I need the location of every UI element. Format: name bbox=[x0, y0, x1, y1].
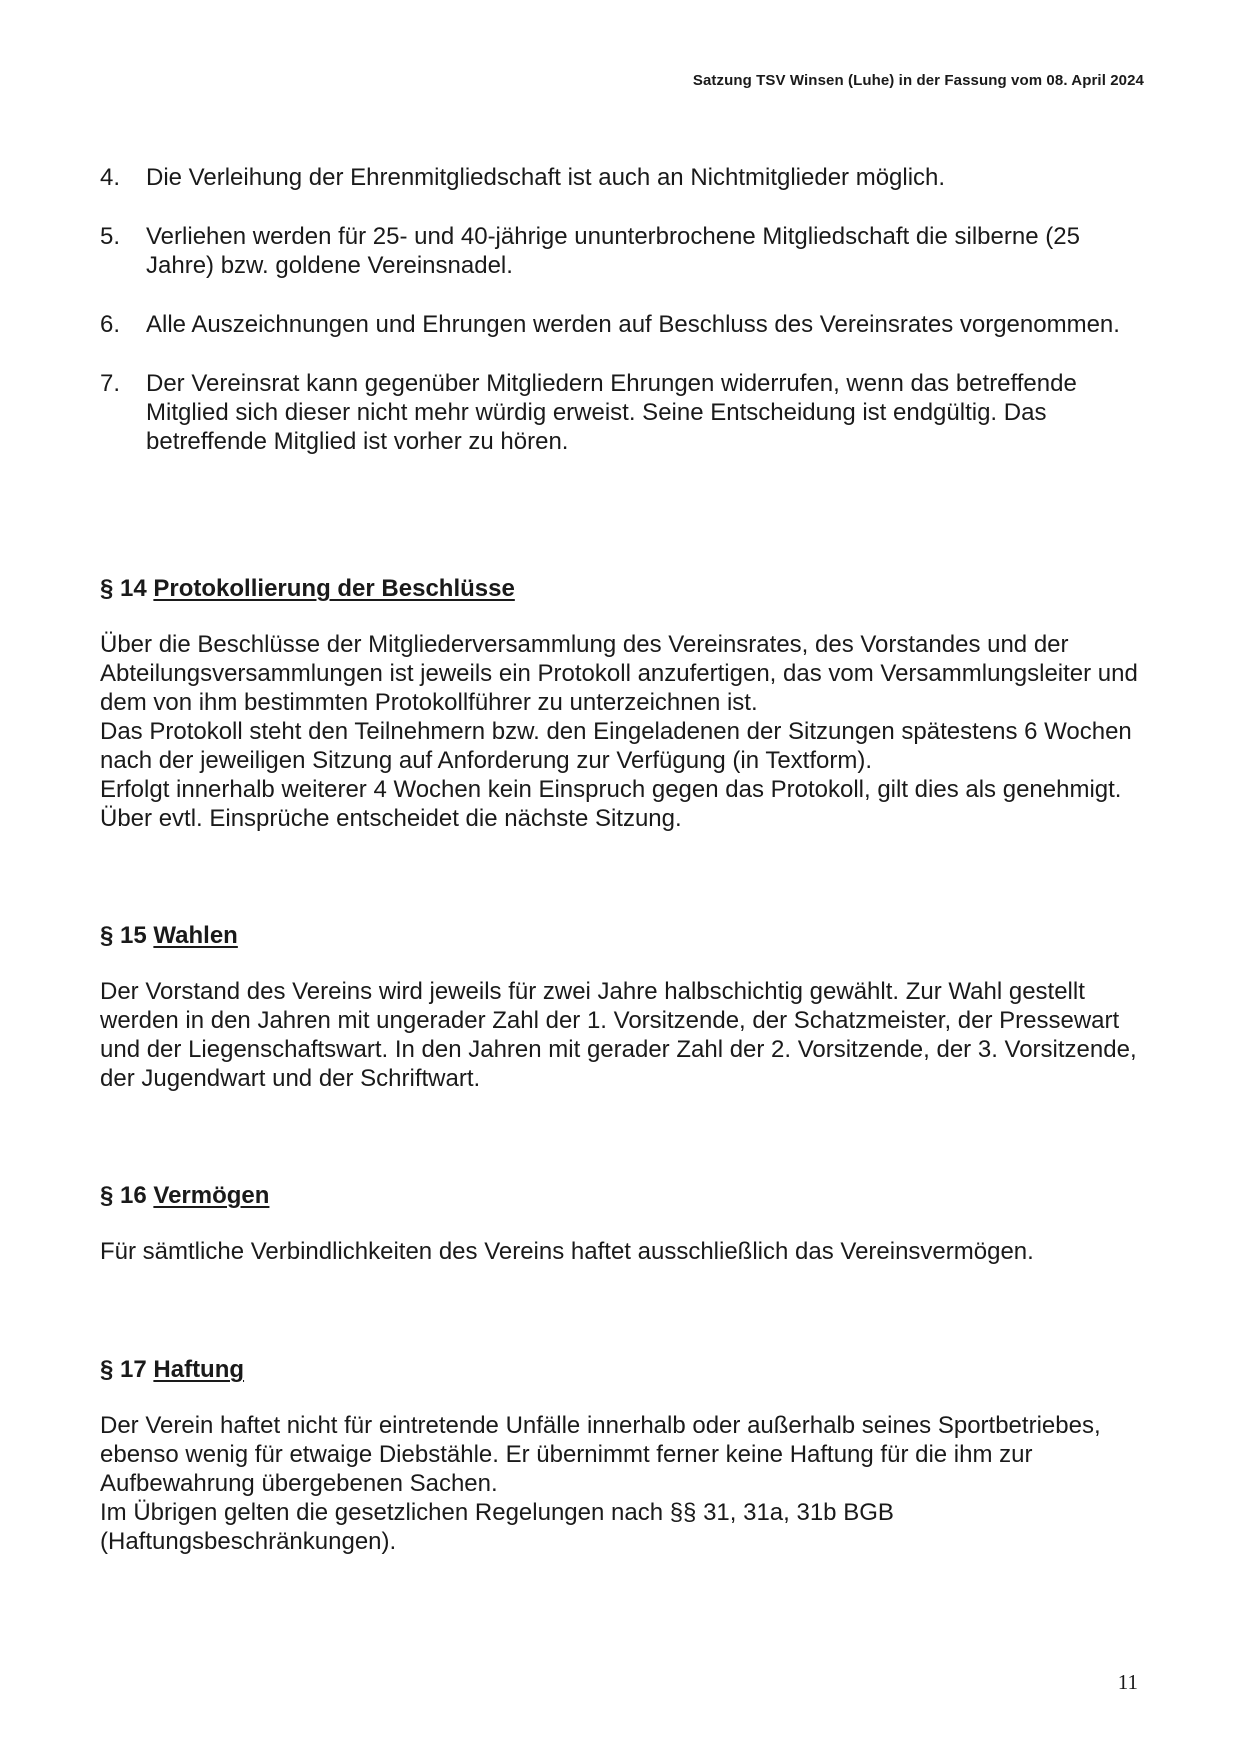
section-number: § 16 bbox=[100, 1182, 154, 1209]
section-15-wahlen bbox=[100, 921, 1145, 1093]
list-item-text: Die Verleihung der Ehrenmitgliedschaft ist auch an Nichtmitglieder möglich. bbox=[146, 164, 946, 191]
list-item bbox=[100, 222, 1140, 280]
section-title: Haftung bbox=[153, 1356, 245, 1383]
section-14-protokollierung bbox=[100, 574, 1145, 833]
list-item-number: 6. bbox=[100, 311, 121, 338]
list-item-text: Verliehen werden für 25- und 40-jährige ununterbrochene Mitgliedschaft die silberne (25 Jahre) bzw. goldene Vereinsnadel. bbox=[146, 223, 1080, 279]
section-paragraph: Im Übrigen gelten die gesetzlichen Regelungen nach §§ 31, 31a, 31b BGB (Haftungsbeschränkungen). bbox=[100, 1499, 894, 1555]
list-item-text: Alle Auszeichnungen und Ehrungen werden auf Beschluss des Vereinsrates vorgenommen. bbox=[146, 311, 1120, 338]
section-17-haftung bbox=[100, 1355, 1145, 1556]
section-title: Vermögen bbox=[153, 1182, 270, 1209]
section-paragraph: Der Verein haftet nicht für eintretende Unfälle innerhalb oder außerhalb seines Sportbetriebes, ebenso wenig für etwaige Diebstähle. Er übernimmt ferner keine Haftung für die ihm zur Aufbewahrung übergebenen Sachen. bbox=[100, 1412, 1101, 1497]
list-item bbox=[100, 163, 1140, 192]
document-header: Satzung TSV Winsen (Luhe) in der Fassung vom 08. April 2024 bbox=[692, 72, 1144, 89]
section-number: § 17 bbox=[100, 1356, 154, 1383]
list-item-number: 4. bbox=[100, 164, 121, 191]
section-heading bbox=[100, 1181, 1145, 1210]
section-paragraph: Das Protokoll steht den Teilnehmern bzw. den Eingeladenen der Sitzungen spätestens 6 Wochen nach der jeweiligen Sitzung auf Anforderung zur Verfügung (in Textform). bbox=[100, 718, 1132, 774]
section-paragraph: Über die Beschlüsse der Mitgliederversammlung des Vereinsrates, des Vorstandes und der Abteilungsversammlungen ist jeweils ein Protokoll anzufertigen, das vom Versammlungsleiter und dem von ihm bestimmten Protokollführer zu unterzeichnen ist. bbox=[100, 631, 1138, 716]
section-heading bbox=[100, 574, 1145, 603]
list-item-number: 7. bbox=[100, 370, 121, 397]
list-item-text: Der Vereinsrat kann gegenüber Mitgliedern Ehrungen widerrufen, wenn das betreffende Mitglied sich dieser nicht mehr würdig erweist. Seine Entscheidung ist endgültig. Das betreffende Mitglied ist vorher zu hören. bbox=[146, 370, 1077, 455]
section-title: Wahlen bbox=[153, 922, 238, 949]
list-item bbox=[100, 310, 1140, 339]
section-number: § 15 bbox=[100, 922, 154, 949]
section-paragraph: Der Vorstand des Vereins wird jeweils für zwei Jahre halbschichtig gewählt. Zur Wahl gestellt werden in den Jahren mit ungerader Zahl der 1. Vorsitzende, der Schatzmeister, der Pressewart und der Liegenschaftswart. In den Jahren mit gerader Zahl der 2. Vorsitzende, der 3. Vorsitzende, der Jugendwart und der Schriftwart. bbox=[100, 978, 1137, 1092]
honors-list bbox=[100, 163, 1140, 486]
list-item-number: 5. bbox=[100, 223, 121, 250]
section-heading bbox=[100, 1355, 1145, 1384]
list-item bbox=[100, 369, 1140, 456]
section-title: Protokollierung der Beschlüsse bbox=[153, 575, 515, 602]
section-paragraph: Erfolgt innerhalb weiterer 4 Wochen kein Einspruch gegen das Protokoll, gilt dies als genehmigt. Über evtl. Einsprüche entscheidet die nächste Sitzung. bbox=[100, 776, 1122, 832]
section-heading bbox=[100, 921, 1145, 950]
section-16-vermoegen bbox=[100, 1181, 1145, 1266]
page-number: 11 bbox=[1117, 1670, 1138, 1694]
section-paragraph: Für sämtliche Verbindlichkeiten des Vereins haftet ausschließlich das Vereinsvermögen. bbox=[100, 1238, 1034, 1265]
section-number: § 14 bbox=[100, 575, 154, 602]
